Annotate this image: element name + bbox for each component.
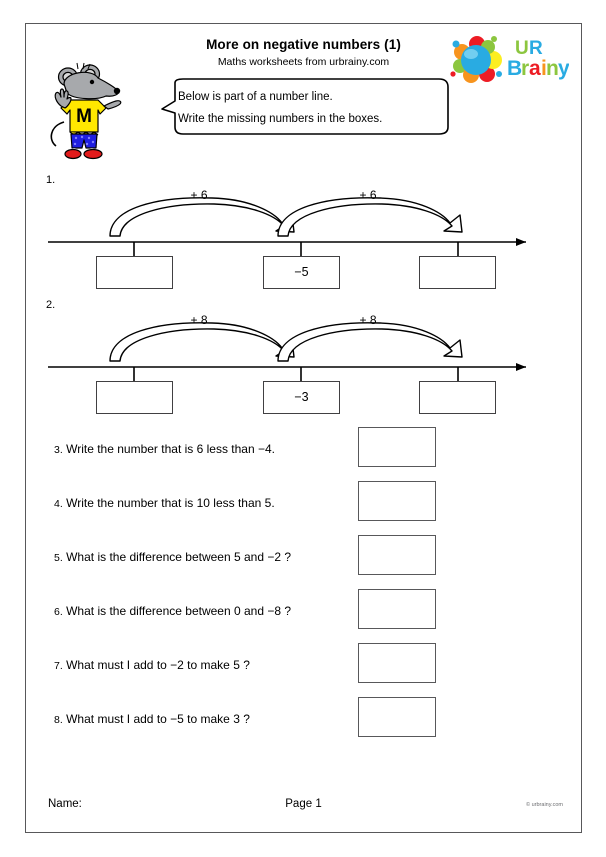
question-row-8 [26,696,581,748]
question-body-5: What is the difference between 5 and −2 ? [66,550,292,564]
svg-text:B: B [507,57,523,80]
svg-text:n: n [546,57,559,80]
question-body-8: What must I add to −5 to make 3 ? [66,712,250,726]
name-label: Name: [48,798,82,810]
svg-text:y: y [558,57,569,80]
svg-text:U: U [515,38,529,59]
question-text-8 [54,712,250,726]
question-text-6 [54,604,291,618]
answer-box-5[interactable] [358,535,436,575]
question-row-3 [26,426,581,478]
numberline-box-2-b[interactable]: −3 [263,381,340,414]
svg-text:i: i [541,57,547,80]
copyright-notice: © urbrainy.com [526,802,563,808]
question-index-1: 1. [46,174,56,186]
numberline-box-1-b[interactable]: −5 [263,256,340,289]
question-body-4: Write the number that is 10 less than 5. [66,496,275,510]
answer-box-3[interactable] [358,427,436,467]
question-index-5: 5. [54,552,63,564]
numberline-box-2-a[interactable] [96,381,173,414]
jump-label-2-b: + 8 [359,313,377,327]
question-body-7: What must I add to −2 to make 5 ? [66,658,250,672]
page-subtitle: Maths worksheets from urbrainy.com [217,56,390,68]
page-title: More on negative numbers (1) [206,37,401,52]
speech-bubble-line-1: Below is part of a number line. [178,91,333,103]
question-text-7 [54,658,250,672]
question-text-4 [54,496,275,510]
question-row-7 [26,642,581,694]
question-body-6: What is the difference between 0 and −8 ? [66,604,292,618]
question-index-4: 4. [54,498,63,510]
answer-box-6[interactable] [358,589,436,629]
jump-label-1-b: + 6 [359,188,377,202]
shirt-letter: M [76,106,92,127]
question-index-2: 2. [46,299,56,311]
numberline-question-1 [26,174,581,289]
urbrainy-logo [447,30,569,86]
numberline-question-2 [26,299,581,414]
question-index-6: 6. [54,606,63,618]
answer-box-7[interactable] [358,643,436,683]
question-index-7: 7. [54,660,63,672]
question-text-3 [54,442,275,456]
jump-label-2-a: + 8 [190,313,208,327]
question-body-3: Write the number that is 6 less than −4. [66,442,275,456]
page-footer [26,798,581,818]
worksheet-page [25,23,582,833]
answer-box-4[interactable] [358,481,436,521]
page-number: Page 1 [285,798,322,810]
numberline-box-1-a[interactable] [96,256,173,289]
urbrainy-logo-icon [447,30,569,86]
mouse-mascot-drawing [34,60,134,160]
svg-text:a: a [529,57,541,80]
jump-label-1-a: + 6 [190,188,208,202]
question-text-5 [54,550,291,564]
svg-text:r: r [521,57,530,80]
speech-bubble-line-2: Write the missing numbers in the boxes. [178,113,383,125]
question-index-3: 3. [54,444,63,456]
answer-box-8[interactable] [358,697,436,737]
svg-text:R: R [529,38,543,59]
question-row-4 [26,480,581,532]
question-row-6 [26,588,581,640]
question-index-8: 8. [54,714,63,726]
speech-bubble-text [178,86,448,130]
numberline-box-2-c[interactable] [419,381,496,414]
mouse-mascot-icon [34,60,134,160]
numberline-box-1-c[interactable] [419,256,496,289]
question-row-5 [26,534,581,586]
